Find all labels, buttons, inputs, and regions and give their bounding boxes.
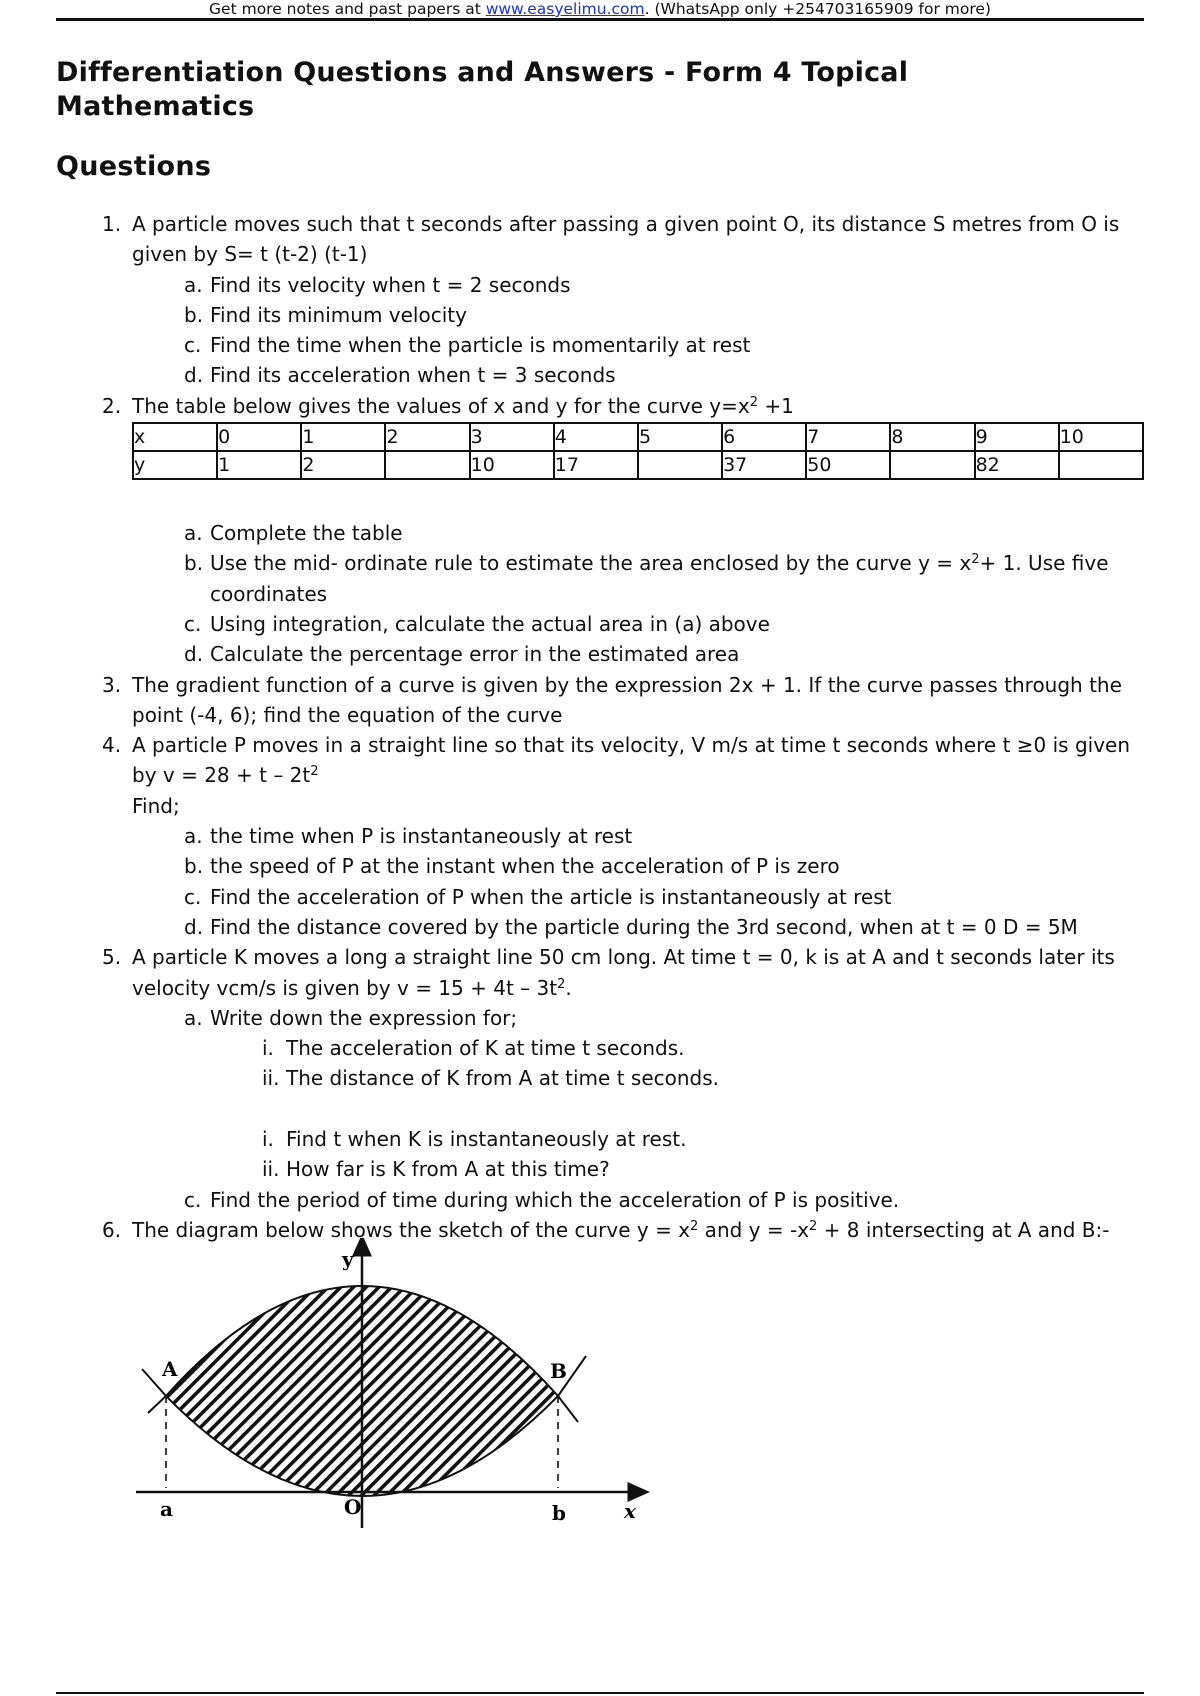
question-3: [0, 670, 1200, 731]
curve-right-ext-2: [558, 1396, 578, 1422]
curves-diagram: [120, 1238, 660, 1528]
question-number: 1.: [102, 212, 122, 236]
sub-question: [0, 882, 1200, 912]
question-4: [0, 730, 1200, 821]
sub-question: [0, 270, 1200, 300]
table-cell: 2: [301, 451, 385, 479]
question-text: A particle moves such that t seconds after passing a given point O, its distance S metres from O is given by S= t (t-2) (t-1): [132, 212, 1120, 267]
question-number: 3.: [102, 672, 122, 697]
table-cell: [1059, 451, 1143, 479]
sub-question: [0, 518, 1200, 548]
header-prefix: Get more notes and past papers at: [209, 0, 486, 18]
sub-question: [0, 821, 1200, 851]
table-cell: x: [133, 423, 217, 451]
table-row-y: [133, 451, 1143, 479]
sub-text: Using integration, calculate the actual area in (a) above: [210, 611, 770, 636]
sub-text: Find the time when the particle is momentarily at rest: [210, 333, 751, 358]
sub-question: [0, 851, 1200, 881]
sub-label: c.: [184, 333, 202, 358]
roman-label: i.: [262, 1127, 274, 1152]
table-cell: 10: [1059, 423, 1143, 451]
sub-text: The acceleration of K at time t seconds.: [286, 1036, 685, 1061]
sub-label: c.: [184, 611, 202, 636]
superscript: 2: [690, 1218, 699, 1234]
question-text-end: .: [565, 975, 572, 1000]
table-cell: 3: [470, 423, 554, 451]
table-cell: 1: [301, 423, 385, 451]
table-cell: [890, 451, 974, 479]
table-cell: 8: [890, 423, 974, 451]
table-row-x: [133, 423, 1143, 451]
superscript: 2: [749, 394, 758, 410]
question-1: [0, 209, 1200, 270]
superscript: 2: [310, 764, 319, 780]
table-cell: [385, 451, 469, 479]
roman-label: i.: [262, 1036, 274, 1061]
sub-question: [0, 609, 1200, 639]
table-cell: 7: [806, 423, 890, 451]
table-cell: 9: [975, 423, 1059, 451]
table-cell: 5: [638, 423, 722, 451]
superscript: 2: [971, 552, 980, 568]
table-cell: 82: [975, 451, 1059, 479]
sub-text: The distance of K from A at time t seconds.: [286, 1066, 720, 1091]
question-text: A particle K moves a long a straight line 50 cm long. At time t = 0, k is at A and t seconds later its velocity vcm/s is given by v = 15 + 4t – 3t: [132, 945, 1115, 1000]
sub-label: a.: [184, 521, 203, 546]
question-number: 2.: [102, 393, 122, 418]
table-cell: 1: [217, 451, 301, 479]
question-number: 5.: [102, 945, 122, 970]
sub-text: Find the acceleration of P when the article is instantaneously at rest: [210, 884, 892, 909]
tick-a-label: a: [160, 1497, 173, 1521]
header-link[interactable]: www.easyelimu.com: [485, 0, 645, 18]
question-text: A particle P moves in a straight line so that its velocity, V m/s at time t seconds where t ≥0 is given by v = 28 + t – 2t: [132, 733, 1131, 788]
y-axis-label: y: [342, 1247, 354, 1271]
table-cell: 0: [217, 423, 301, 451]
page-title: Differentiation Questions and Answers - Form 4 Topical Mathematics: [56, 57, 909, 122]
sub-label: c.: [184, 884, 202, 909]
x-axis-label: x: [624, 1499, 636, 1523]
question-text-end: + 8 intersecting at A and B:-: [817, 1217, 1110, 1242]
table-cell: [638, 451, 722, 479]
sub-text: Find the distance covered by the particle during the 3rd second, when at t = 0 D = 5M: [210, 914, 1078, 939]
sub-label: b.: [184, 302, 204, 327]
sub-label: d.: [184, 363, 204, 388]
question-text-end: +1: [757, 393, 794, 418]
sub-label: a.: [184, 1005, 203, 1030]
find-label: Find;: [132, 793, 180, 818]
sub-text: Find t when K is instantaneously at rest.: [286, 1127, 687, 1152]
point-a-label: A: [162, 1357, 178, 1381]
question-number: 6.: [102, 1217, 122, 1242]
roman-label: ii.: [262, 1066, 280, 1091]
values-table: [132, 422, 1144, 480]
sub-question: [0, 912, 1200, 942]
sub-text-end: + 1. Use five coordinates: [210, 551, 1109, 606]
tick-b-label: b: [552, 1501, 566, 1525]
footer-rule: [56, 1692, 1144, 1694]
sub-label: d.: [184, 914, 204, 939]
superscript: 2: [809, 1218, 818, 1234]
sub-question: [0, 1185, 1200, 1215]
section-title: Questions: [56, 151, 212, 182]
roman-label: ii.: [262, 1157, 280, 1182]
sub-sub-question: [0, 1154, 1200, 1184]
table-cell: 6: [722, 423, 806, 451]
table-cell: 37: [722, 451, 806, 479]
table-cell: 10: [470, 451, 554, 479]
sub-text: Use the mid- ordinate rule to estimate the area enclosed by the curve y = x: [210, 551, 972, 576]
sub-sub-question: [0, 1033, 1200, 1063]
sub-label: d.: [184, 642, 204, 667]
point-b-label: B: [550, 1359, 567, 1383]
sub-label: b.: [184, 551, 204, 576]
page-header: [56, 0, 1144, 21]
sub-label: b.: [184, 854, 204, 879]
sub-text: the speed of P at the instant when the acceleration of P is zero: [210, 854, 840, 879]
table-cell: y: [133, 451, 217, 479]
question-2: [0, 391, 1200, 421]
table-cell: 50: [806, 451, 890, 479]
superscript: 2: [557, 976, 566, 992]
sub-question: [0, 1003, 1200, 1033]
sub-text: Calculate the percentage error in the estimated area: [210, 642, 740, 667]
sub-text: Write down the expression for;: [210, 1005, 518, 1030]
sub-text: Find its minimum velocity: [210, 302, 467, 327]
question-number: 4.: [102, 733, 122, 758]
sub-question: [0, 300, 1200, 330]
sub-text: Complete the table: [210, 521, 403, 546]
sub-text: Find its velocity when t = 2 seconds: [210, 272, 571, 297]
curve-upper-parabola: [148, 1396, 166, 1413]
sub-question: [0, 360, 1200, 390]
table-cell: 17: [554, 451, 638, 479]
question-text-mid: and y = -x: [698, 1217, 810, 1242]
sub-text: How far is K from A at this time?: [286, 1157, 610, 1182]
origin-label: O: [344, 1495, 362, 1519]
table-cell: 4: [554, 423, 638, 451]
sub-question: [0, 330, 1200, 360]
sub-sub-question: [0, 1124, 1200, 1154]
table-cell: 2: [385, 423, 469, 451]
sub-sub-question: [0, 1063, 1200, 1093]
sub-text: the time when P is instantaneously at rest: [210, 824, 633, 849]
sub-label: a.: [184, 272, 203, 297]
question-text: The table below gives the values of x and y for the curve y=x: [132, 393, 750, 418]
sub-label: c.: [184, 1187, 202, 1212]
question-text: The gradient function of a curve is given by the expression 2x + 1. If the curve passes through the point (-4, 6); find the equation of the curve: [132, 672, 1122, 727]
questions-list: [0, 209, 1200, 1245]
sub-text: Find its acceleration when t = 3 seconds: [210, 363, 616, 388]
sub-label: a.: [184, 824, 203, 849]
header-suffix: . (WhatsApp only +254703165909 for more): [644, 0, 991, 18]
sub-question: [0, 639, 1200, 669]
question-text: The diagram below shows the sketch of the curve y = x: [132, 1217, 691, 1242]
sub-text: Find the period of time during which the acceleration of P is positive.: [210, 1187, 900, 1212]
sub-question: [0, 548, 1200, 609]
question-5: [0, 942, 1200, 1003]
